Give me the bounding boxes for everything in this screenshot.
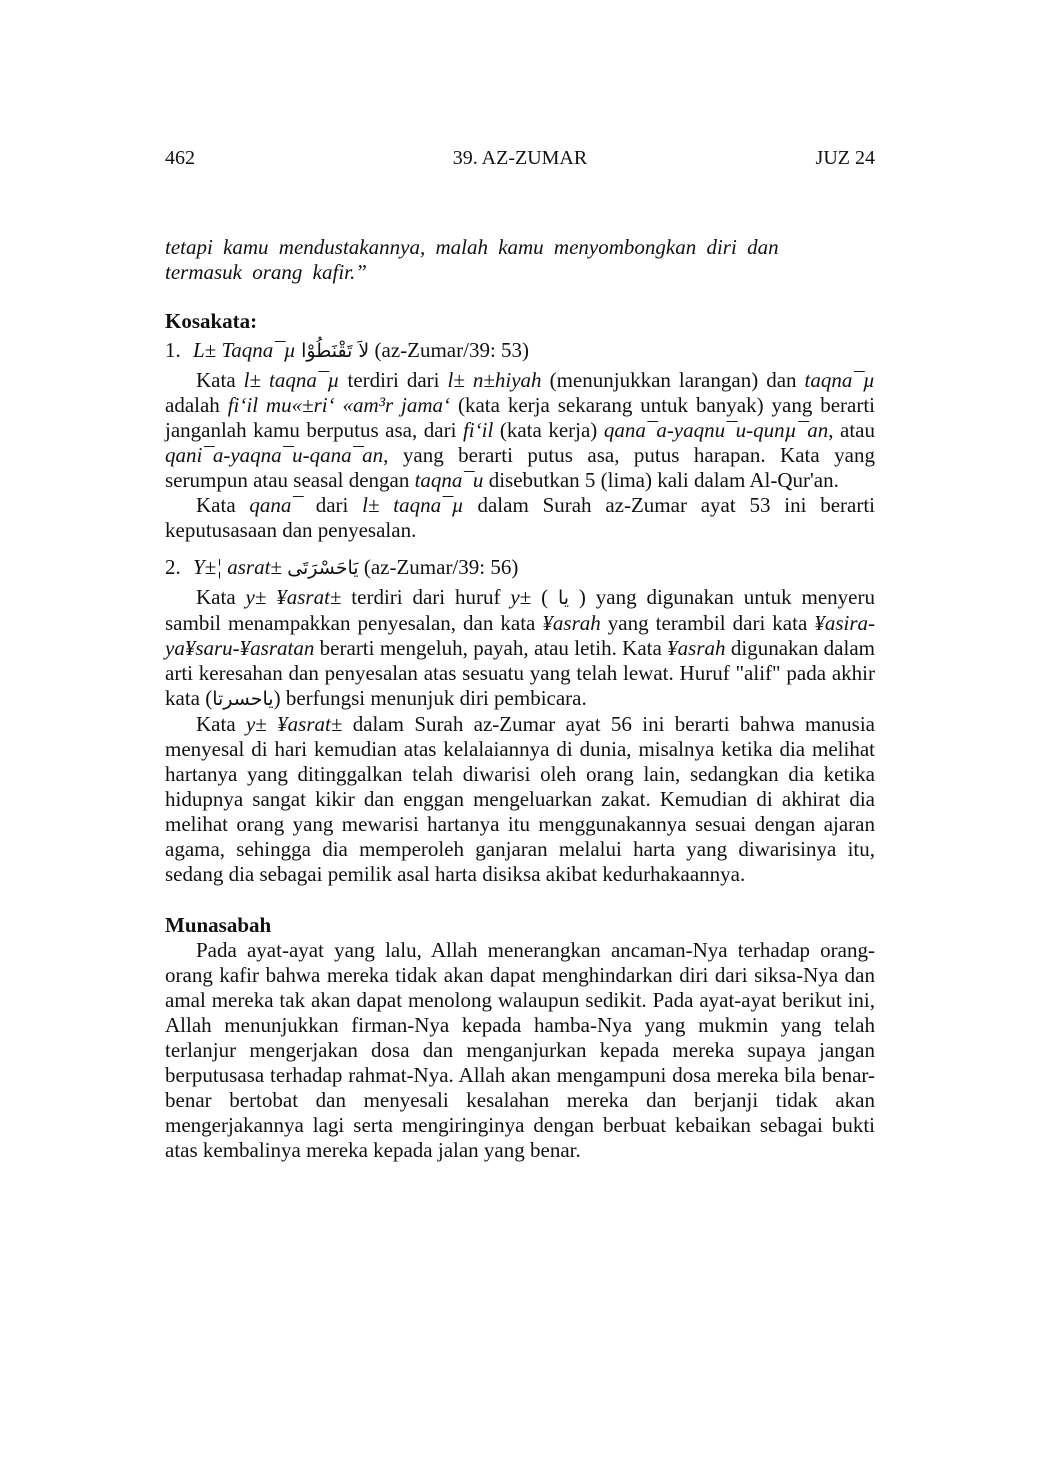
juz-label: JUZ 24	[815, 147, 875, 169]
chapter-title: 39. AZ-ZUMAR	[452, 147, 588, 169]
vocab-item-1-paragraph-2: Kata qana¯ dari l± taqna¯µ dalam Surah az-Zumar ayat 53 ini berarti keputusasaan dan penyesalan.	[165, 493, 875, 542]
vocab-item-2-arabic: يَاحَسْرَتَى	[287, 557, 359, 579]
vocab-item-1-arabic: لاَ تَقْنَطُوْا	[301, 340, 370, 362]
vocab-item-2-number: 2.	[165, 555, 181, 579]
quote-line-2: termasuk orang kafir.”	[165, 260, 367, 284]
vocab-item-2-title	[165, 555, 875, 581]
page-number: 462	[165, 147, 195, 169]
munasabah-heading: Munasabah	[165, 913, 272, 937]
vocab-item-1-reference: (az-Zumar/39: 53)	[374, 338, 530, 362]
running-header	[165, 146, 875, 172]
kosakata-heading: Kosakata:	[165, 309, 258, 333]
quote-line-1: tetapi kamu mendustakannya, malah kamu menyombongkan diri dan	[165, 235, 779, 259]
page-content	[165, 235, 875, 1163]
vocab-item-1-title	[165, 338, 875, 364]
vocab-item-2-paragraph-2: Kata y± ¥asrat± dalam Surah az-Zumar ayat 56 ini berarti bahwa manusia menyesal di hari kemudian atas kelalaiannya di dunia, misalnya ketika dia melihat hartanya yang ditinggalkan telah diwarisi oleh orang lain, sedangkan dia ketika hidupnya sangat kikir dan enggan mengeluarkan zakat. Kemudian di akhirat dia melihat orang yang mewarisi hartanya itu menggunakannya sesuai dengan ajaran agama, sehingga dia memperoleh ganjaran melalui harta yang diwarisinya itu, sedang dia sebagai pemilik asal harta disiksa akibat kedurhakaannya.	[165, 712, 875, 886]
vocab-item-2-paragraph-1: Kata y± ¥asrat± terdiri dari huruf y± ( يا ) yang digunakan untuk menyeru sambil menampakkan penyesalan, dan kata ¥asrah yang terambil dari kata ¥asira-ya¥saru-¥asratan berarti mengeluh, payah, atau letih. Kata ¥asrah digunakan dalam arti keresahan dan penyesalan atas sesuatu yang telah lewat. Huruf "alif" pada akhir kata (ياحسرتا) berfungsi menunjuk diri pembicara.	[165, 585, 875, 710]
vocab-item-2-term: Y±¦ asrat±	[193, 555, 282, 579]
vocab-item-1-paragraph-1: Kata l± taqna¯µ terdiri dari l± n±hiyah (menunjukkan larangan) dan taqna¯µ adalah fi‘il mu«±ri‘ «am³r jama‘ (kata kerja sekarang untuk banyak) yang berarti janganlah kamu berputus asa, dari fi‘il (kata kerja) qana¯a-yaqnu¯u-qunµ¯an, atau qani¯a-yaqna¯u-qana¯an, yang berarti putus asa, putus harapan. Kata yang serumpun atau seasal dengan taqna¯u disebutkan 5 (lima) kali dalam Al-Qur'an.	[165, 368, 876, 492]
munasabah-paragraph: Pada ayat-ayat yang lalu, Allah menerangkan ancaman-Nya terhadap orang-orang kafir bahwa mereka tidak akan dapat menghindarkan diri dari siksa-Nya dan amal mereka tak akan dapat menolong walaupun sedikit. Pada ayat-ayat berikut ini, Allah menunjukkan firman-Nya kepada hamba-Nya yang mukmin yang telah terlanjur mengerjakan dosa dan menganjurkan kepada mereka supaya jangan berputusasa terhadap rahmat-Nya. Allah akan mengampuni dosa mereka bila benar-benar bertobat dan menyesali kesalahan mereka dan berjanji tidak akan mengerjakannya lagi serta mengiringinya dengan berbuat kebaikan sebagai bukti atas kembalinya mereka kepada jalan yang benar.	[165, 938, 875, 1162]
quote-continuation	[165, 235, 875, 285]
vocab-item-1-number: 1.	[165, 338, 181, 362]
vocab-item-1-term: L± Taqna¯µ	[193, 338, 296, 362]
vocab-item-2-reference: (az-Zumar/39: 56)	[363, 555, 519, 579]
